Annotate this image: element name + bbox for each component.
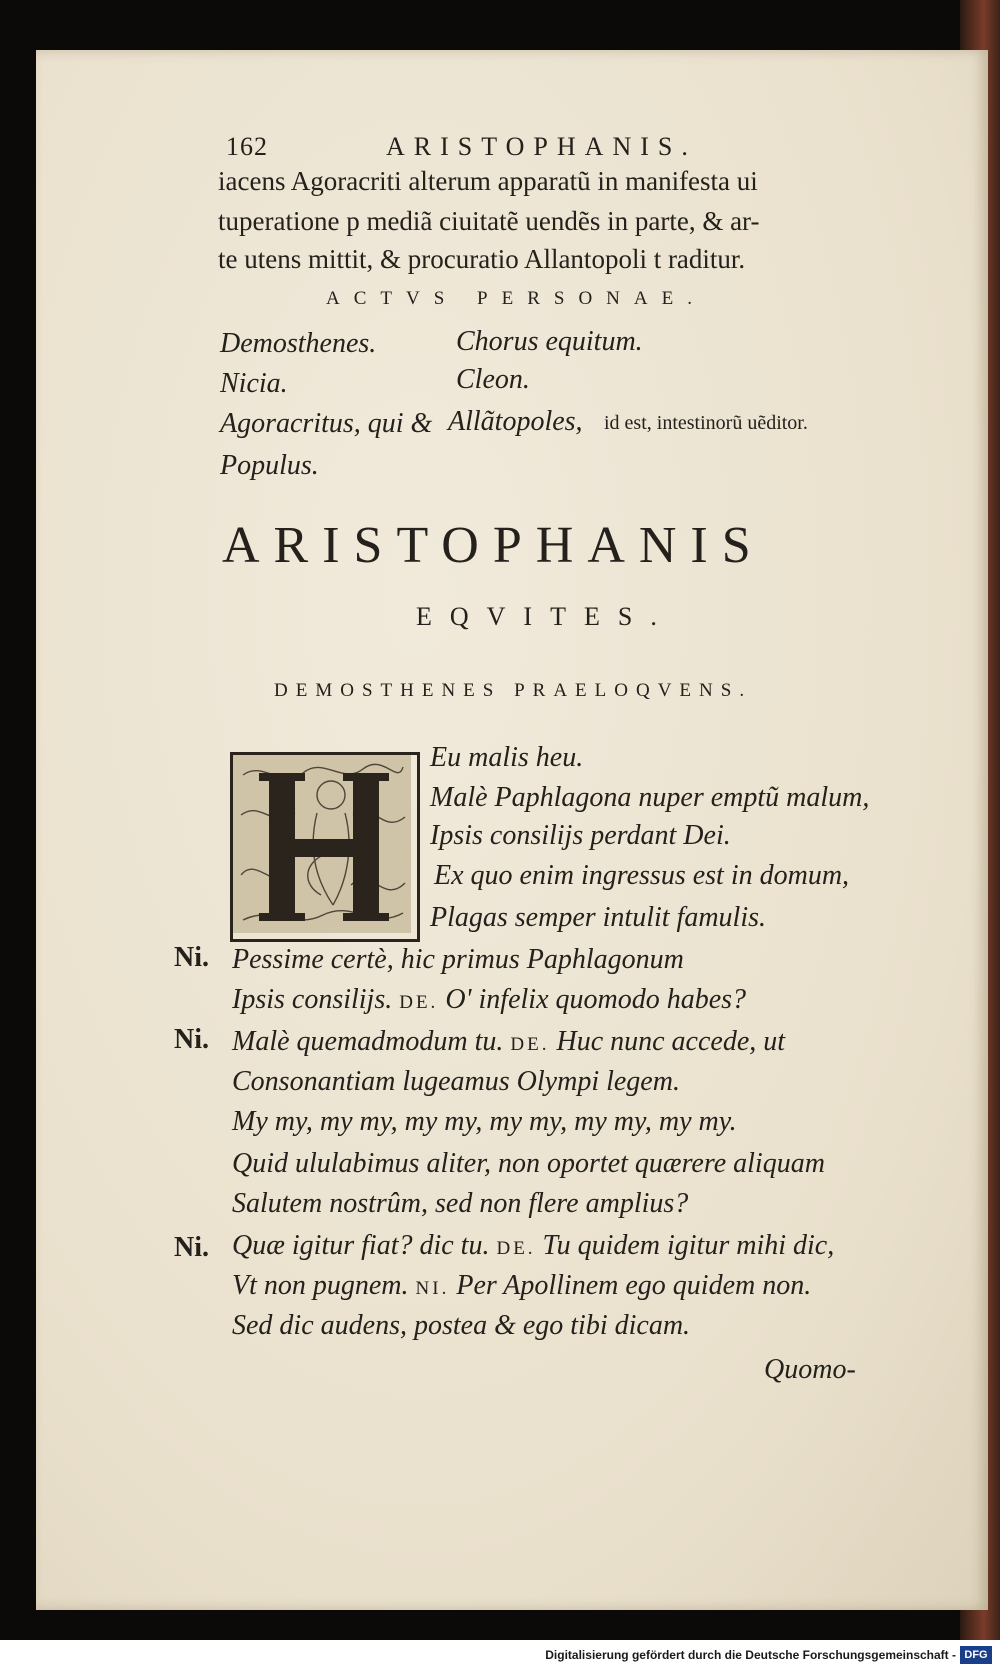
speaker-inline-ni: NI.: [415, 1278, 450, 1299]
verse-6: Pessime certè, hic primus Paphlagonum: [232, 944, 684, 975]
woodcut-initial-image: [233, 755, 411, 933]
catchword: Quomo-: [764, 1354, 856, 1385]
argument-line-3: te utens mittit, & procuratio Allantopoli t raditur.: [218, 244, 746, 274]
verse-10: My my, my my, my my, my my, my my, my my.: [232, 1106, 737, 1137]
verse-15: Sed dic audens, postea & ego tibi dicam.: [232, 1310, 691, 1341]
verse-9: Consonantiam lugeamus Olympi legem.: [232, 1066, 680, 1097]
cast-demosthenes: Demosthenes.: [220, 328, 377, 359]
verse-13: Quæ igitur fiat? dic tu. DE. Tu quidem igitur mihi dic,: [232, 1230, 835, 1261]
verse-4: Ex quo enim ingressus est in domum,: [434, 860, 850, 891]
verse-2: Malè Paphlagona nuper emptũ malum,: [430, 782, 870, 813]
personae-heading: ACTVS PERSONAE.: [326, 288, 706, 309]
page-number: 162: [226, 132, 268, 161]
cast-nicia: Nicia.: [220, 368, 288, 399]
speaker-nicia-2: Ni.: [174, 1024, 209, 1055]
cast-populus: Populus.: [220, 450, 319, 481]
argument-line-1: iacens Agoracriti alterum apparatũ in manifesta ui: [218, 166, 758, 196]
verse-5: Plagas semper intulit famulis.: [430, 902, 766, 933]
play-title: ARISTOPHANIS: [222, 517, 765, 574]
cast-gloss: id est, intestinorũ uẽditor.: [604, 412, 808, 434]
play-subtitle: EQVITES.: [416, 602, 675, 631]
speaker-inline-de-3: DE.: [496, 1238, 536, 1259]
cast-allatopoles: Allãtopoles,: [448, 406, 583, 437]
running-head: [226, 132, 697, 162]
verse-8: Malè quemadmodum tu. DE. Huc nunc accede, ut: [232, 1026, 786, 1057]
speaker-inline-de-1: DE.: [399, 992, 439, 1013]
cast-chorus: Chorus equitum.: [456, 326, 643, 357]
verse-3: Ipsis consilijs perdant Dei.: [430, 820, 731, 851]
verse-7: Ipsis consilijs. DE. O' infelix quomodo habes?: [232, 984, 747, 1015]
cast-agoracritus: Agoracritus, qui &: [220, 408, 433, 439]
argument-line-2: tuperatione p mediã ciuitatẽ uendẽs in parte, & ar-: [218, 206, 760, 236]
verse-11: Quid ululabimus aliter, non oportet quærere aliquam: [232, 1148, 825, 1179]
book-page: [36, 50, 988, 1610]
verse-12: Salutem nostrûm, sed non flere amplius?: [232, 1188, 689, 1219]
speaker-inline-de-2: DE.: [510, 1034, 550, 1055]
decorated-initial: [230, 752, 420, 942]
scene-heading: DEMOSTHENES PRAELOQVENS.: [274, 680, 753, 701]
verse-1: Eu malis heu.: [430, 742, 584, 773]
speaker-nicia-1: Ni.: [174, 942, 209, 973]
digitization-footer: [0, 1640, 1000, 1671]
verse-14: Vt non pugnem. NI. Per Apollinem ego quidem non.: [232, 1270, 812, 1301]
cast-cleon: Cleon.: [456, 364, 530, 395]
dfg-logo: DFG: [960, 1646, 992, 1664]
running-title: ARISTOPHANIS.: [386, 132, 697, 161]
speaker-nicia-3: Ni.: [174, 1232, 209, 1263]
footer-credit: Digitalisierung gefördert durch die Deutsche Forschungsgemeinschaft -: [545, 1648, 956, 1662]
